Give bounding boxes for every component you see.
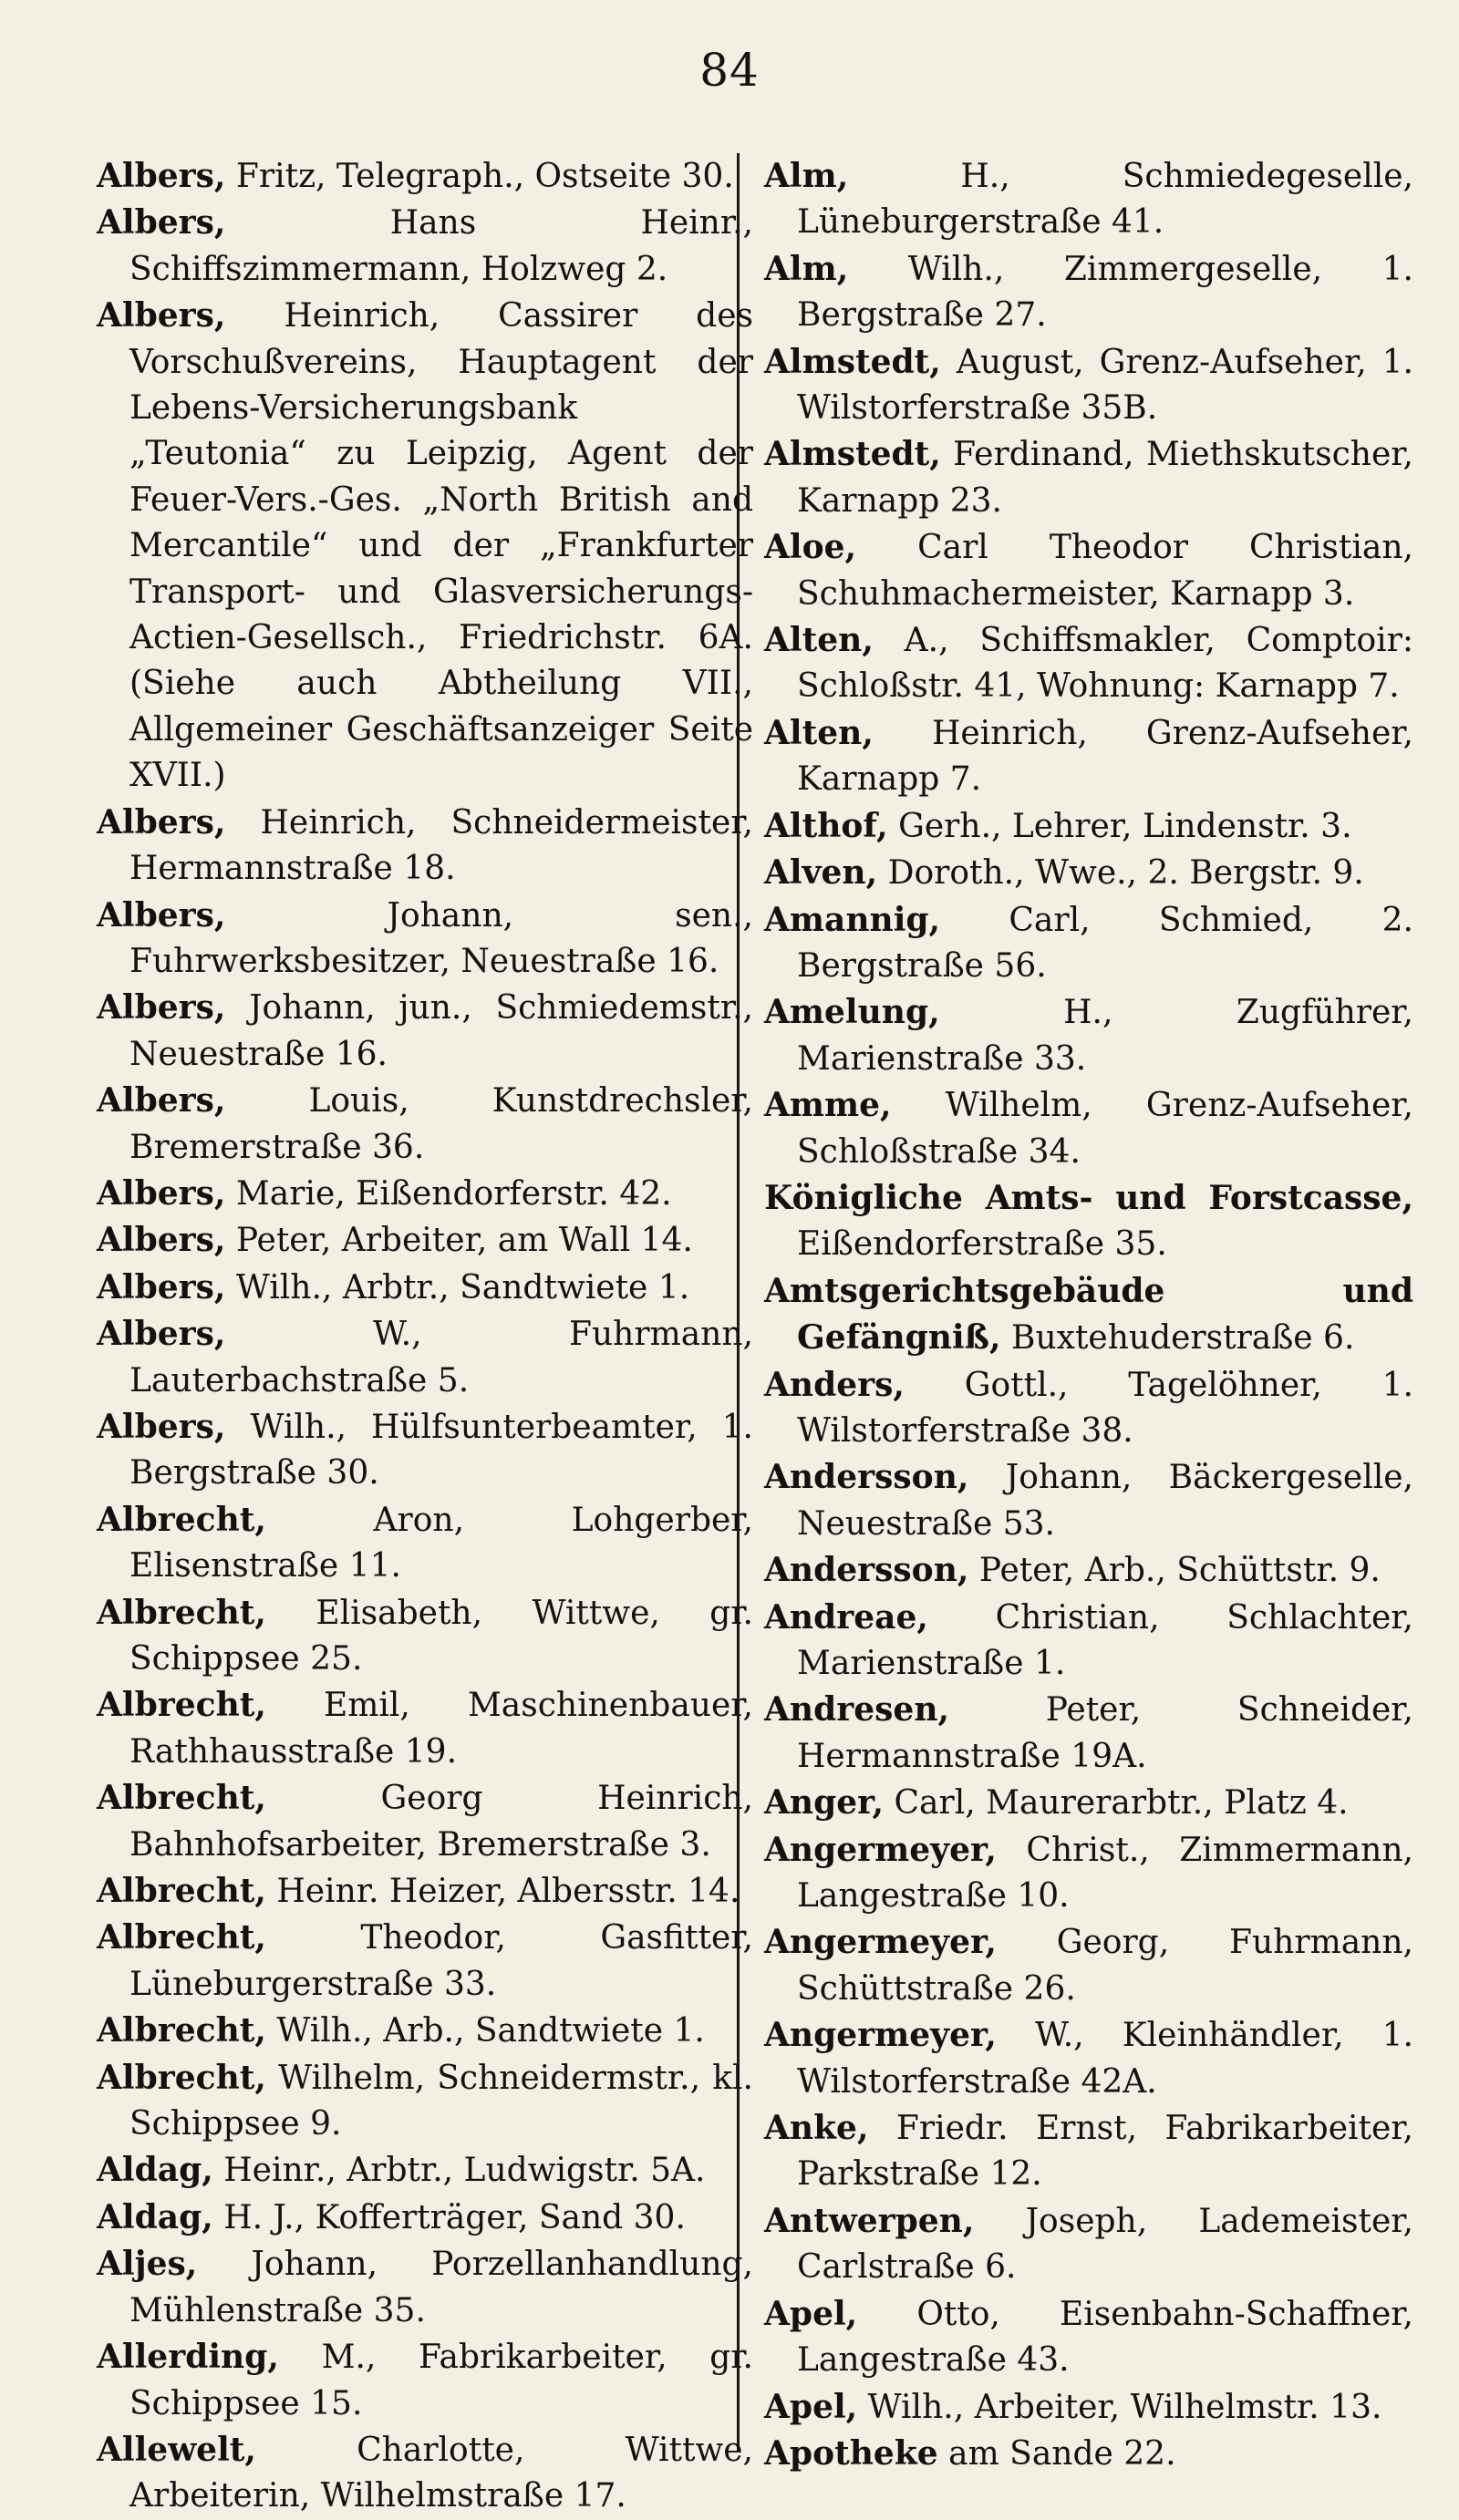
directory-entry xyxy=(97,2055,753,2148)
directory-entry xyxy=(764,803,1413,850)
directory-entry xyxy=(97,153,753,200)
entry-name: Amannig, xyxy=(764,900,941,939)
entry-name: Andersson, xyxy=(764,1551,969,1590)
entry-details: Wilh., Arbeiter, Wilhelmstr. 13. xyxy=(867,2388,1382,2426)
entry-name: Almstedt, xyxy=(764,342,941,381)
entry-details: Peter, Arb., Schüttstr. 9. xyxy=(978,1552,1381,1590)
entry-details: Elisabeth, Wittwe, gr. Schippsee 25. xyxy=(129,1594,753,1678)
entry-details: Peter, Arbeiter, am Wall 14. xyxy=(235,1222,693,1260)
entry-details: Gottl., Tagelöhner, 1. Wilstorferstraße 38. xyxy=(797,1366,1413,1450)
directory-entry xyxy=(764,1362,1413,1455)
directory-entry xyxy=(764,850,1413,896)
directory-entry xyxy=(764,897,1413,990)
entry-name: Albrecht, xyxy=(97,1872,266,1911)
entry-name: Aldag, xyxy=(97,2197,213,2236)
entry-name: Anke, xyxy=(764,2109,869,2148)
entry-details: Heinrich, Schneidermeister, Hermannstraße 18. xyxy=(129,803,753,888)
entry-details: Wilhelm, Schneidermstr., kl. Schippsee 9. xyxy=(129,2059,753,2143)
entry-details: Georg, Fuhrmann, Schüttstraße 26. xyxy=(797,1924,1413,2008)
entry-details: A., Schiffsmakler, Comptoir: Schloßstr. 41, Wohnung: Karnapp 7. xyxy=(797,622,1414,706)
entry-name: Alten, xyxy=(764,713,874,752)
directory-entry xyxy=(764,1268,1413,1362)
directory-entry xyxy=(97,293,753,799)
entry-name: Alten, xyxy=(764,621,874,660)
entry-name: Allewelt, xyxy=(97,2430,256,2469)
directory-entry xyxy=(764,1547,1413,1594)
entry-name: Albrecht, xyxy=(97,1593,266,1632)
directory-entry xyxy=(764,153,1413,246)
directory-entry xyxy=(97,1590,753,1683)
entry-details: Hans Heinr., Schiffszimmermann, Holzweg 2. xyxy=(129,204,753,288)
entry-details: Johann, jun., Schmiedemstr., Neuestraße 16. xyxy=(129,989,753,1073)
directory-entry xyxy=(97,893,753,986)
entry-details: Eißendorferstraße 35. xyxy=(797,1225,1167,1264)
entry-details: Friedr. Ernst, Fabrikarbeiter, Parkstraße 12. xyxy=(797,2110,1413,2194)
entry-details: Carl Theodor Christian, Schuhmachermeister, Karnapp 3. xyxy=(797,529,1413,613)
directory-entry xyxy=(97,800,753,893)
directory-entry xyxy=(97,1078,753,1171)
directory-entry xyxy=(97,1265,753,1311)
directory-entry xyxy=(764,989,1413,1082)
entry-name: Amelung, xyxy=(764,993,940,1032)
entry-name: Albrecht, xyxy=(97,2058,266,2097)
directory-entry xyxy=(764,524,1413,617)
entry-details: Peter, Schneider, Hermannstraße 19A. xyxy=(797,1691,1413,1775)
entry-details: Wilh., Hülfsunterbeamter, 1. Bergstraße 30. xyxy=(129,1408,753,1492)
directory-entry xyxy=(764,431,1413,524)
entry-name: Alm, xyxy=(764,249,849,288)
entry-details: Wilhelm, Grenz-Aufseher, Schloßstraße 34. xyxy=(797,1087,1413,1171)
directory-entry xyxy=(97,2427,753,2520)
entry-name: Andreae, xyxy=(764,1597,928,1637)
entry-details: Joseph, Lademeister, Carlstraße 6. xyxy=(797,2202,1413,2287)
entry-name: Apel, xyxy=(764,2294,858,2333)
directory-entry xyxy=(97,1682,753,1775)
directory-entry xyxy=(764,1919,1413,2012)
entry-details: Johann, Bäckergeselle, Neuestraße 53. xyxy=(797,1459,1413,1543)
entry-details: M., Fabrikarbeiter, gr. Schippsee 15. xyxy=(129,2339,753,2422)
entry-details: Carl, Maurerarbtr., Platz 4. xyxy=(894,1784,1349,1823)
entry-details: Georg Heinrich, Bahnhofsarbeiter, Bremerstraße 3. xyxy=(129,1780,753,1864)
directory-entry xyxy=(764,1827,1413,1920)
entry-details: Aron, Lohgerber, Elisenstraße 11. xyxy=(129,1501,753,1585)
entry-name: Albers, xyxy=(97,296,226,336)
entry-details: Ferdinand, Miethskutscher, Karnapp 23. xyxy=(797,436,1413,520)
directory-entry xyxy=(764,2291,1413,2384)
directory-entry xyxy=(764,1780,1413,1826)
directory-entry xyxy=(764,2105,1413,2198)
directory-entry xyxy=(97,1497,753,1590)
entry-name: Angermeyer, xyxy=(764,2016,997,2055)
entry-name: Albers, xyxy=(97,802,226,842)
entry-name: Alm, xyxy=(764,157,849,195)
entry-details: H. J., Kofferträger, Sand 30. xyxy=(223,2198,686,2236)
entry-name: Albers, xyxy=(97,1173,226,1213)
entry-name: Apotheke xyxy=(764,2433,938,2473)
directory-entry xyxy=(764,1082,1413,1175)
entry-name: Albers, xyxy=(97,1267,226,1306)
directory-entry xyxy=(97,1404,753,1497)
directory-entry xyxy=(764,2431,1413,2477)
entry-name: Almstedt, xyxy=(764,435,941,474)
entry-details: Otto, Eisenbahn-Schaffner, Langestraße 43. xyxy=(797,2295,1413,2380)
entry-name: Albrecht, xyxy=(97,1686,266,1725)
entry-name: Albrecht, xyxy=(97,2011,266,2050)
entry-details: Johann, sen., Fuhrwerksbesitzer, Neuestraße 16. xyxy=(129,896,753,980)
right-column xyxy=(764,153,1413,2477)
directory-entry xyxy=(764,1175,1413,1268)
entry-details: Wilh., Arbtr., Sandtwiete 1. xyxy=(235,1268,690,1306)
entry-details: August, Grenz-Aufseher, 1. Wilstorferstraße 35B. xyxy=(797,343,1413,428)
entry-details: Theodor, Gasfitter, Lüneburgerstraße 33. xyxy=(129,1919,753,2003)
directory-entry xyxy=(97,200,753,293)
entry-name: Albrecht, xyxy=(97,1779,266,1818)
directory-entry xyxy=(97,2147,753,2194)
entry-details: Heinr., Arbtr., Ludwigstr. 5A. xyxy=(223,2152,706,2190)
directory-entry xyxy=(764,246,1413,339)
entry-details: Heinrich, Cassirer des Vorschußvereins, Hauptagent der Lebens-Versicherungsbank „Teutonia“ zu Leipzig, Agent der Feuer-Vers.-Ges. „North British and Mercantile“ und der „Frankfurter Transport- und Glasversicherungs-Actien-Gesellsch., Friedrichstr. 6A. (Siehe auch Abtheilung VII., Allgemeiner Geschäftsanzeiger Seite XVII.) xyxy=(129,297,753,795)
directory-entry xyxy=(97,2334,753,2427)
directory-entry xyxy=(764,617,1413,710)
entry-details: H., Zugführer, Marienstraße 33. xyxy=(797,994,1413,1078)
directory-entry xyxy=(97,2195,753,2241)
entry-name: Albers, xyxy=(97,157,226,195)
entry-details: W., Fuhrmann, Lauterbachstraße 5. xyxy=(129,1316,753,1399)
directory-entry xyxy=(97,1868,753,1915)
entry-details: Johann, Porzellanhandlung, Mühlenstraße 35. xyxy=(129,2246,753,2329)
entry-details: Heinr. Heizer, Albersstr. 14. xyxy=(276,1873,740,1911)
entry-name: Albers, xyxy=(97,895,226,935)
directory-entry xyxy=(764,2012,1413,2105)
entry-details: Emil, Maschinenbauer, Rathhausstraße 19. xyxy=(129,1687,753,1771)
entry-name: Albers, xyxy=(97,988,226,1028)
directory-entry xyxy=(97,985,753,1078)
entry-details: Wilh., Zimmergeselle, 1. Bergstraße 27. xyxy=(797,250,1413,335)
entry-name: Albers, xyxy=(97,1407,226,1446)
entry-details: H., Schmiedegeselle, Lüneburgerstraße 41. xyxy=(797,158,1413,242)
entry-details: Christ., Zimmermann, Langestraße 10. xyxy=(797,1831,1413,1916)
entry-name: Alven, xyxy=(764,853,878,893)
left-column xyxy=(97,153,753,2520)
directory-entry xyxy=(97,1171,753,1217)
entry-name: Aljes, xyxy=(97,2245,198,2284)
entry-name: Angermeyer, xyxy=(764,1923,997,1962)
entry-name: Angermeyer, xyxy=(764,1830,997,1869)
entry-details: Heinrich, Grenz-Aufseher, Karnapp 7. xyxy=(797,714,1413,799)
entry-name: Amtsgerichtsgebäude und Gefängniß, xyxy=(764,1271,1413,1358)
directory-entry xyxy=(97,1217,753,1264)
entry-details: Louis, Kunstdrechsler, Bremerstraße 36. xyxy=(129,1082,753,1166)
entry-name: Althof, xyxy=(764,806,888,845)
directory-entry xyxy=(97,2241,753,2334)
entry-name: Apel, xyxy=(764,2387,858,2426)
entry-name: Antwerpen, xyxy=(764,2201,975,2240)
entry-name: Anders, xyxy=(764,1365,905,1404)
entry-details: Charlotte, Wittwe, Arbeiterin, Wilhelmstraße 17. xyxy=(129,2431,753,2515)
entry-name: Andresen, xyxy=(764,1690,950,1730)
directory-entry xyxy=(97,1915,753,2008)
directory-entry xyxy=(97,1775,753,1868)
directory-entry xyxy=(764,1595,1413,1688)
entry-details: Christian, Schlachter, Marienstraße 1. xyxy=(797,1598,1413,1682)
entry-name: Königliche Amts- und Forstcasse, xyxy=(764,1178,1413,1217)
entry-name: Albrecht, xyxy=(97,1918,266,1957)
page-number: 84 xyxy=(699,44,760,97)
entry-name: Albrecht, xyxy=(97,1500,266,1539)
directory-entry xyxy=(764,2384,1413,2431)
entry-details: Doroth., Wwe., 2. Bergstr. 9. xyxy=(887,854,1364,893)
entry-name: Amme, xyxy=(764,1086,892,1125)
entry-name: Albers, xyxy=(97,1221,226,1260)
entry-name: Andersson, xyxy=(764,1458,969,1497)
directory-entry xyxy=(764,1687,1413,1780)
entry-name: Albers, xyxy=(97,1315,226,1354)
entry-details: W., Kleinhändler, 1. Wilstorferstraße 42A. xyxy=(797,2017,1414,2101)
entry-name: Albers, xyxy=(97,1081,226,1121)
directory-entry xyxy=(764,339,1413,432)
entry-name: Albers, xyxy=(97,203,226,243)
entry-details: Wilh., Arb., Sandtwiete 1. xyxy=(276,2012,705,2050)
entry-details: Buxtehuderstraße 6. xyxy=(1011,1319,1355,1358)
entry-name: Aloe, xyxy=(764,528,857,567)
entry-details: am Sande 22. xyxy=(948,2434,1176,2473)
entry-name: Allerding, xyxy=(97,2338,279,2377)
entry-details: Gerh., Lehrer, Lindenstr. 3. xyxy=(898,807,1352,845)
directory-entry xyxy=(97,1311,753,1404)
directory-entry xyxy=(764,2198,1413,2291)
entry-details: Fritz, Telegraph., Ostseite 30. xyxy=(235,158,734,195)
directory-entry xyxy=(764,1454,1413,1547)
directory-entry xyxy=(764,710,1413,803)
entry-name: Aldag, xyxy=(97,2151,213,2190)
entry-details: Carl, Schmied, 2. Bergstraße 56. xyxy=(797,901,1413,985)
directory-entry xyxy=(97,2008,753,2054)
entry-details: Marie, Eißendorferstr. 42. xyxy=(235,1174,672,1213)
entry-name: Anger, xyxy=(764,1783,885,1823)
